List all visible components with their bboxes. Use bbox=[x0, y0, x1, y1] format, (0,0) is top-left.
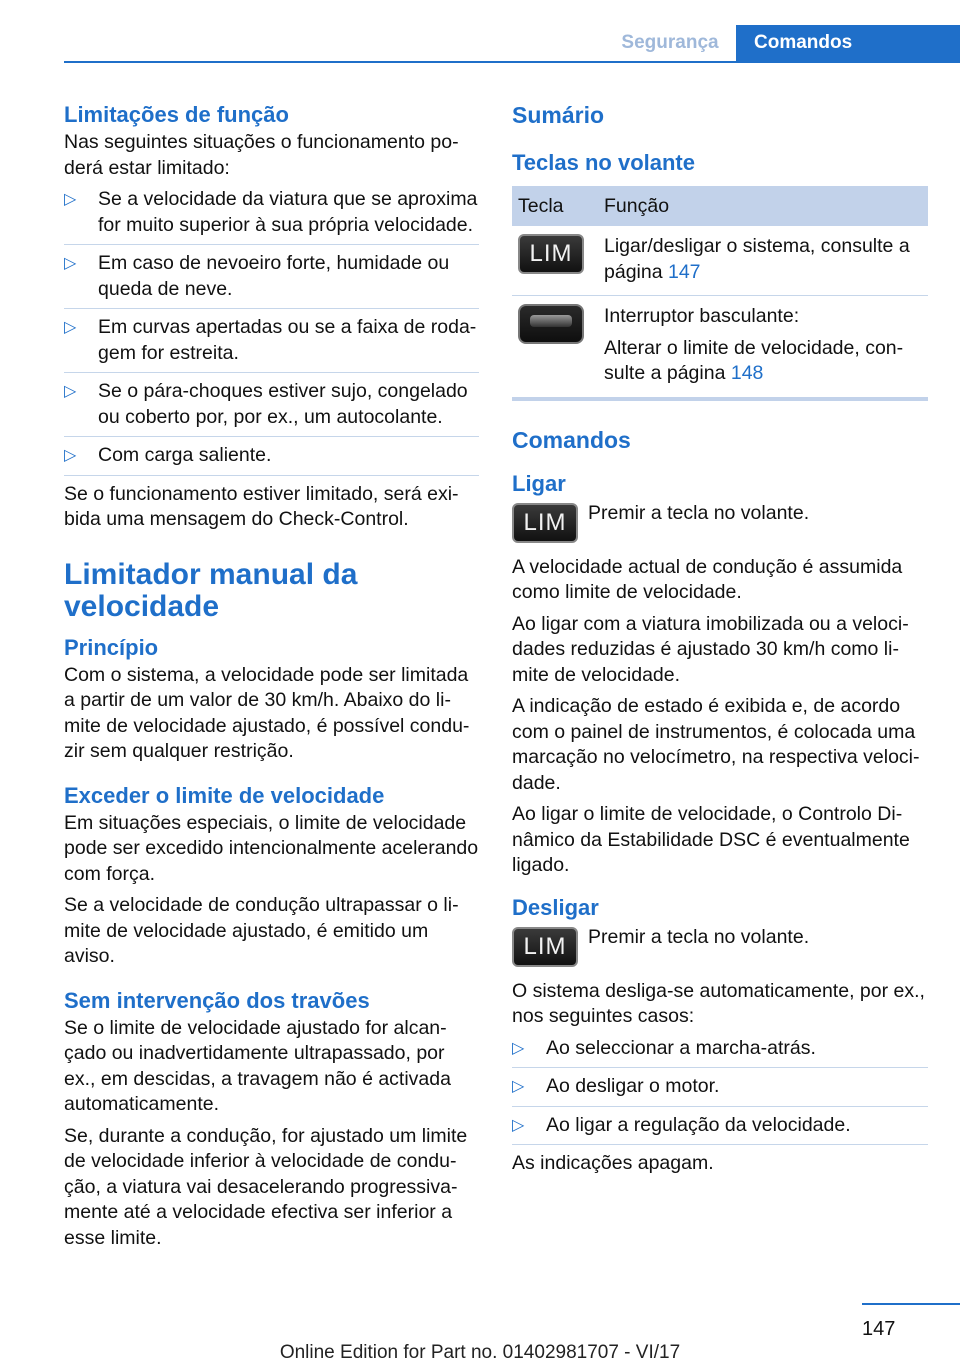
table-row bbox=[512, 226, 928, 296]
switch-on-instruction bbox=[512, 501, 928, 543]
heading-steering-keys: Teclas no volante bbox=[512, 150, 695, 175]
list-item: ▷ Em caso de nevoeiro forte, humidade ou queda de neve. bbox=[64, 251, 479, 309]
table-row bbox=[512, 296, 928, 399]
column-header-function: Função bbox=[596, 186, 928, 226]
paragraph-exceed-2: Se a velocidade de condução ultrapassar o limite de velocidade ajustado, é emitido um aviso. bbox=[64, 894, 459, 967]
page-header bbox=[0, 25, 960, 63]
paragraph-check-control: Se o funcionamento estiver limitado, será exibida uma mensagem do Check-Control. bbox=[64, 482, 459, 530]
heading-manual-limiter: Limitador manual da velocidade bbox=[64, 557, 358, 623]
list-item: ▷ Ao desligar o motor. bbox=[512, 1074, 928, 1107]
left-column bbox=[64, 100, 479, 1257]
triangle-bullet-icon: ▷ bbox=[512, 1078, 525, 1095]
page-reference-link[interactable]: 147 bbox=[667, 260, 701, 283]
triangle-bullet-icon: ▷ bbox=[64, 319, 77, 336]
heading-principle: Princípio bbox=[64, 634, 159, 660]
switch-off-cases-list bbox=[512, 1036, 928, 1146]
triangle-bullet-icon: ▷ bbox=[64, 255, 77, 272]
list-item: ▷ Com carga saliente. bbox=[64, 443, 479, 476]
paragraph-on-4: Ao ligar o limite de velocidade, o Controlo Dinâmico da Estabilidade DSC é eventualmente ligado. bbox=[512, 803, 910, 876]
paragraph-on-2: Ao ligar com a viatura imobilizada ou a velocidades reduzidas é ajustado 30 km/h como limite de velocidade. bbox=[512, 612, 909, 686]
heading-switch-off: Desligar bbox=[512, 894, 599, 920]
heading-controls: Comandos bbox=[512, 426, 631, 453]
row-function-text: Alterar o limite de velocidade, consulte a página bbox=[604, 336, 904, 384]
heading-no-brakes: Sem intervenção dos travões bbox=[64, 987, 370, 1013]
paragraph-on-1: A velocidade actual de condução é assumida como limite de velocidade. bbox=[512, 555, 903, 603]
row-function-text: Ligar/desligar o sistema, consulte a página bbox=[604, 235, 910, 283]
heading-limitations: Limitações de função bbox=[64, 102, 289, 127]
limitations-list bbox=[64, 187, 479, 476]
paragraph-brakes-1: Se o limite de velocidade ajustado for alcançado ou inadvertidamente ultrapassado, por ex., em descidas, a travagem não é activada automaticamente. bbox=[64, 1016, 451, 1115]
lim-button-icon: LIM bbox=[518, 234, 584, 274]
section-tab-comandos[interactable]: Comandos bbox=[736, 25, 960, 63]
right-column bbox=[512, 100, 928, 1183]
paragraph-principle: Com o sistema, a velocidade pode ser limitada a partir de um valor de 30 km/h. Abaixo do limite de velocidade ajustado, é possível conduzir sem qualquer restrição. bbox=[64, 663, 470, 762]
triangle-bullet-icon: ▷ bbox=[512, 1116, 525, 1134]
footer-rule bbox=[862, 1303, 960, 1305]
paragraph-off-1: O sistema desliga-se automaticamente, por ex., nos seguintes casos: bbox=[512, 979, 925, 1027]
column-header-key: Tecla bbox=[512, 186, 596, 226]
page-number: 147 bbox=[862, 1318, 896, 1340]
list-item: ▷ Ao ligar a regulação da velocidade. bbox=[512, 1113, 928, 1146]
triangle-bullet-icon: ▷ bbox=[64, 383, 77, 400]
keys-table bbox=[512, 186, 928, 401]
triangle-bullet-icon: ▷ bbox=[64, 191, 77, 208]
list-item: ▷ Em curvas apertadas ou se a faixa de rodagem for estreita. bbox=[64, 315, 479, 373]
table-header-row bbox=[512, 186, 928, 226]
heading-summary: Sumário bbox=[512, 102, 605, 128]
paragraph-exceed-1: Em situações especiais, o limite de velocidade pode ser excedido intencionalmente acelerando com força. bbox=[64, 811, 479, 885]
row-function-title: Interruptor basculante: bbox=[604, 305, 800, 327]
paragraph-press-key: Premir a tecla no volante. bbox=[588, 501, 810, 524]
paragraph-on-3: A indicação de estado é exibida e, de acordo com o painel de instrumentos, é colocada uma marcação no velocímetro, na respectiva velocidade. bbox=[512, 695, 920, 794]
page-reference-link[interactable]: 148 bbox=[730, 362, 764, 384]
header-rule bbox=[64, 61, 960, 63]
lim-button-icon: LIM bbox=[512, 503, 578, 543]
edition-note: Online Edition for Part no. 01402981707 - VI/17 bbox=[279, 1342, 681, 1362]
paragraph-limitations-intro: Nas seguintes situações o funcionamento poderá estar limitado: bbox=[64, 131, 459, 179]
heading-switch-on: Ligar bbox=[512, 470, 566, 496]
paragraph-off-2: As indicações apagam. bbox=[512, 1152, 714, 1174]
triangle-bullet-icon: ▷ bbox=[512, 1039, 525, 1057]
triangle-bullet-icon: ▷ bbox=[64, 447, 77, 464]
switch-off-instruction bbox=[512, 925, 928, 967]
list-item: ▷ Se a velocidade da viatura que se aproxima for muito superior à sua própria velocidade. bbox=[64, 187, 479, 245]
rocker-switch-icon bbox=[518, 304, 584, 344]
section-tab-seguranca[interactable]: Segurança bbox=[621, 32, 719, 53]
paragraph-brakes-2: Se, durante a condução, for ajustado um limite de velocidade inferior à velocidade de condução, a viatura vai desacelerando progressivamente até a velocidade efectiva ser inferior a esse limite. bbox=[64, 1124, 468, 1249]
list-item: ▷ Se o pára-choques estiver sujo, congelado ou coberto por, por ex., um autocolante. bbox=[64, 379, 479, 437]
paragraph-press-key: Premir a tecla no volante. bbox=[588, 925, 810, 948]
heading-exceed-limit: Exceder o limite de velocidade bbox=[64, 782, 385, 808]
lim-button-icon: LIM bbox=[512, 927, 578, 967]
list-item: ▷ Ao seleccionar a marcha-atrás. bbox=[512, 1036, 928, 1069]
